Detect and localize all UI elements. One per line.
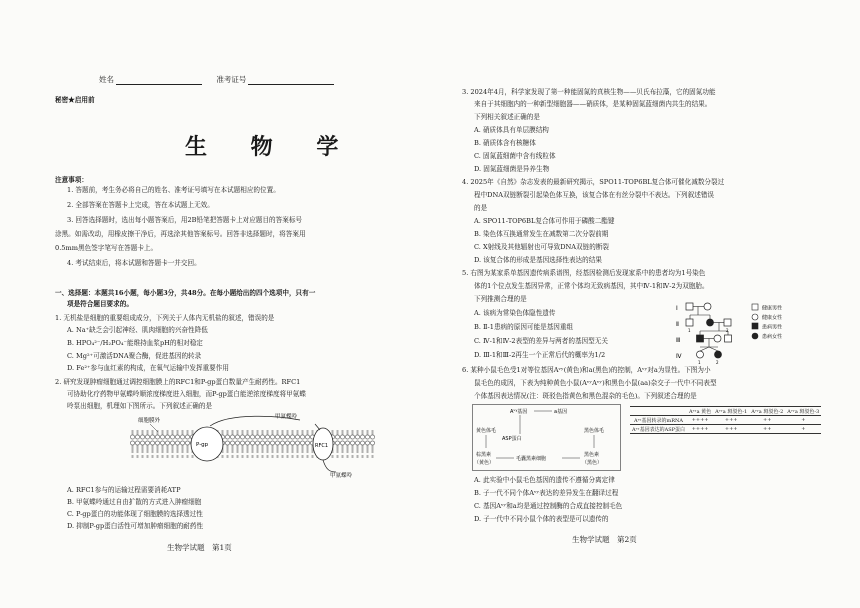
legend-marker xyxy=(752,314,758,320)
q5-stem: 下列推测合理的是 xyxy=(474,295,527,303)
individual-number: 2 xyxy=(726,328,729,333)
q3-stem: 来自于其细胞内的一种新型细胞器——硝质体，是某种固氮蓝细菌内共生的结果。 xyxy=(474,100,712,108)
table-cell: +++ xyxy=(713,416,749,425)
eumelanin-sub: （黑色） xyxy=(582,460,603,466)
individual-IV-2 xyxy=(715,351,722,358)
legend-marker xyxy=(752,304,758,310)
table-header: Aᵛʸa 斑驳色-1 xyxy=(715,408,748,415)
q5-stem: 体的1个位点发生基因异常，正常个体均无致病基因，其中Ⅳ-1和Ⅳ-2为双胞胎。 xyxy=(474,282,709,290)
rfc1-label: RFC1 xyxy=(315,443,329,449)
table-cell: ++ xyxy=(749,425,785,434)
individual-III-1 xyxy=(697,335,704,342)
q4-stem: 的是 xyxy=(474,204,488,212)
q6-stem: 6. 某种小鼠毛色受1对等位基因Aᵛʸ(黄色)和a(黑色)的控制，Aᵛʸ对a为显性。下图为小 xyxy=(462,366,711,374)
yellow-coat-label: 黄色体毛 xyxy=(476,428,497,434)
q6-option: A. 此实验中小鼠毛色基因的遗传不遵循分离定律 xyxy=(474,476,615,484)
q6-option: C. 基因Aᵛʸ和a均是通过控制酶的合成直接控制毛色 xyxy=(474,502,623,510)
q3-stem: 3. 2024年4月，科学家发现了第一种能固氮的真核生物——贝氏布拉藻，它的固氮功能 xyxy=(462,88,716,96)
notice-item: 涂黑。如需改动，用橡皮擦干净后，再选涂其他答案标号。回答非选择题时，将答案用 xyxy=(55,230,306,238)
q2-option: A. RFC1参与的运输过程需要消耗ATP xyxy=(67,486,181,494)
legend-marker xyxy=(752,333,758,339)
table-cell: + xyxy=(785,425,821,434)
gen-label: Ⅲ xyxy=(676,337,681,344)
name-field: 姓名 准考证号 xyxy=(99,76,334,85)
asp-label: ASP蛋白 xyxy=(502,436,522,442)
legend-label: 健康男性 xyxy=(762,305,783,312)
q2-option: D. 抑制P-gp蛋白活性可增加肿瘤细胞的耐药性 xyxy=(67,522,204,530)
eumelanin-label: 黑色素 xyxy=(584,452,600,458)
q1-option: A. Na⁺缺乏会引起神经、肌肉细胞的兴奋性降低 xyxy=(67,326,208,334)
q4-stem: 程中DNA双链断裂引起染色体互换，该复合体在有丝分裂中不表达。下列叙述错误 xyxy=(474,191,715,199)
page-footer: 生物学试题 第1页 xyxy=(167,543,232,552)
q5-option: A. 该病为常染色体隐性遗传 xyxy=(474,309,556,317)
section-heading: 一、选择题：本题共16小题，每小题3分，共48分。在每小题给出的四个选项中，只有一 xyxy=(55,289,316,297)
individual-number: 1 xyxy=(688,328,691,333)
q4-stem: 4. 2025年《自然》杂志发表的最新研究揭示，SPO11-TOP6BL复合体可催化减数分裂过 xyxy=(462,178,725,186)
q6-option: D. 子一代中不同小鼠个体的表型是可以遗传的 xyxy=(474,515,609,523)
q6-stem: 鼠毛色的成因，下表为纯种黄色小鼠(AᵛʸAᵛʸ)和黑色小鼠(aa)杂交子一代中不同表型 xyxy=(474,379,717,387)
individual-III-3 xyxy=(725,335,732,342)
notice-item: 0.5mm黑色签字笔写在答题卡上。 xyxy=(55,244,158,252)
table-cell: ++++ xyxy=(687,416,713,425)
table-header xyxy=(630,407,687,416)
legend-label: 患病女性 xyxy=(762,334,783,340)
individual-number: 2 xyxy=(716,360,719,365)
membrane-figure xyxy=(130,412,375,484)
table-header: Aᵛʸa 黄色 xyxy=(689,408,712,415)
q3-option: C. 固氮蓝细菌中含有线粒体 xyxy=(474,152,556,160)
coat-color-figure xyxy=(472,404,622,472)
q2-stem: 呤泵出细胞，机理如下图所示。下列叙述正确的是 xyxy=(67,402,213,410)
individual-I-1 xyxy=(686,303,693,310)
q5-option: D. Ⅲ-1和Ⅲ-2再生一个正常后代的概率为1/2 xyxy=(474,351,606,359)
q1-option: D. Fe²⁺参与血红素的构成，在氧气运输中发挥重要作用 xyxy=(67,364,229,372)
section-heading: 项是符合题目要求的。 xyxy=(67,300,133,308)
q5-option: C. Ⅳ-1和Ⅳ-2表型的差异与两者的基因型无关 xyxy=(474,337,608,345)
gen-label: Ⅰ xyxy=(676,305,678,312)
q2-stem: 2. 研究发现肿瘤细胞通过调控细胞膜上的RFC1和P-gp蛋白数量产生耐药性。RFC1 xyxy=(55,378,301,386)
q4-option: C. X射线及其他辐射也可导致DNA双链的断裂 xyxy=(474,243,610,251)
q6-option: B. 子一代不同个体Aᵛʸ表达的差异发生在翻译过程 xyxy=(474,489,619,497)
q2-stem: 可协助化疗药物甲氨蝶呤顺浓度梯度进入细胞，而P-gp蛋白能逆浓度梯度将甲氨蝶 xyxy=(67,390,306,398)
page-2 xyxy=(462,0,822,608)
outside-label: 细胞膜外 xyxy=(138,418,161,424)
brown-pigment-sub: （黄色） xyxy=(474,460,495,466)
q5-stem: 5. 右图为某家系单基因遗传病系谱图，经基因检测后发现家系中的患者均为1号染色 xyxy=(462,269,706,277)
table-cell: ++++ xyxy=(687,425,713,434)
q2-option: C. P-gp蛋白的功能体现了细胞膜的选择透过性 xyxy=(67,510,203,518)
individual-II-3 xyxy=(724,319,731,326)
table-cell: Aᵛʸ基因表达的ASP蛋白 xyxy=(632,426,685,433)
q3-stem: 下列相关叙述正确的是 xyxy=(474,113,540,121)
melanocyte-label: 毛囊黑素细胞 xyxy=(516,456,547,462)
q3-option: A. 硝质体具有单层膜结构 xyxy=(474,126,549,134)
legend-marker xyxy=(752,323,758,329)
pgp-label: P-gp xyxy=(196,442,209,448)
q3-option: D. 固氮蓝细菌是异养生物 xyxy=(474,165,550,173)
table-cell: + xyxy=(785,416,821,425)
pedigree-chart xyxy=(676,300,822,368)
q1-option: C. Mg²⁺可激活DNA聚合酶，促进基因的转录 xyxy=(67,352,202,360)
individual-II-1 xyxy=(686,319,693,326)
individual-number: 1 xyxy=(698,360,701,365)
brown-pigment-label: 棕黑素 xyxy=(476,452,492,458)
legend-label: 患病男性 xyxy=(762,324,783,331)
secret-mark: 秘密★启用前 xyxy=(55,96,95,104)
individual-IV-1 xyxy=(697,351,704,358)
notice-heading: 注意事项： xyxy=(55,176,88,184)
legend-label: 健康女性 xyxy=(762,315,783,321)
q4-option: D. 该复合体的形成是基因选择性表达的结果 xyxy=(474,256,602,264)
page-footer: 生物学试题 第2页 xyxy=(572,535,637,544)
table-cell: ++ xyxy=(749,416,785,425)
gene-ay-label: Aᵛʸ基因 xyxy=(510,409,528,415)
q4-option: A. SPO11-TOP6BL复合体可作用于磷酸二酯键 xyxy=(474,217,615,225)
q3-option: B. 硝质体含有核糖体 xyxy=(474,139,536,147)
drug-bottom-label: 甲氨蝶呤 xyxy=(330,473,353,479)
notice-item: 2. 全部答案在答题卡上完成，答在本试题上无效。 xyxy=(67,201,214,209)
table-row xyxy=(630,425,821,434)
notice-item: 1. 答题前，考生务必将自己的姓名、准考证号填写在本试题相应的位置。 xyxy=(67,186,280,194)
q5-option: B. Ⅱ-1患病的原因可能是基因重组 xyxy=(474,323,574,331)
table-header: Aᵛʸa 斑驳色-3 xyxy=(787,408,820,415)
table-cell: Aᵛʸ基因转录的mRNA xyxy=(630,416,687,425)
drug-top-label: 甲氨蝶呤 xyxy=(275,414,298,420)
individual-I-2 xyxy=(704,303,711,310)
table-header: Aᵛʸa 斑驳色-2 xyxy=(751,408,784,415)
individual-II-2 xyxy=(707,319,714,326)
page-title: 生 物 学 xyxy=(185,134,357,160)
gene-a-label: a基因 xyxy=(554,409,568,415)
notice-item: 3. 回答选择题时，选出每小题答案后，用2B铅笔把答题卡上对应题目的答案标号 xyxy=(67,216,303,224)
individual-III-2 xyxy=(714,335,721,342)
page-1 xyxy=(55,0,433,608)
q4-option: B. 染色体互换通常发生在减数第二次分裂前期 xyxy=(474,230,609,238)
q1-stem: 1. 无机盐是细胞的重要组成成分，下列关于人体内无机盐的叙述，错误的是 xyxy=(55,314,275,322)
q2-option: B. 甲氨蝶呤通过自由扩散的方式进入肿瘤细胞 xyxy=(67,498,202,506)
expression-table xyxy=(630,406,821,434)
table-row xyxy=(630,416,821,425)
q1-option: B. HPO₄²⁻/H₂PO₄⁻能维持血浆pH的相对稳定 xyxy=(67,339,203,347)
black-coat-label: 黑色体毛 xyxy=(584,428,605,434)
notice-item: 4. 考试结束后，将本试题和答题卡一并交回。 xyxy=(67,259,201,267)
table-cell: +++ xyxy=(713,425,749,434)
q6-stem: 个体基因表达情况(注：斑驳色指黄色和黑色混杂的毛色)。下列叙述合理的是 xyxy=(474,392,697,400)
gen-label: Ⅳ xyxy=(676,353,682,360)
gen-label: Ⅱ xyxy=(676,321,679,328)
